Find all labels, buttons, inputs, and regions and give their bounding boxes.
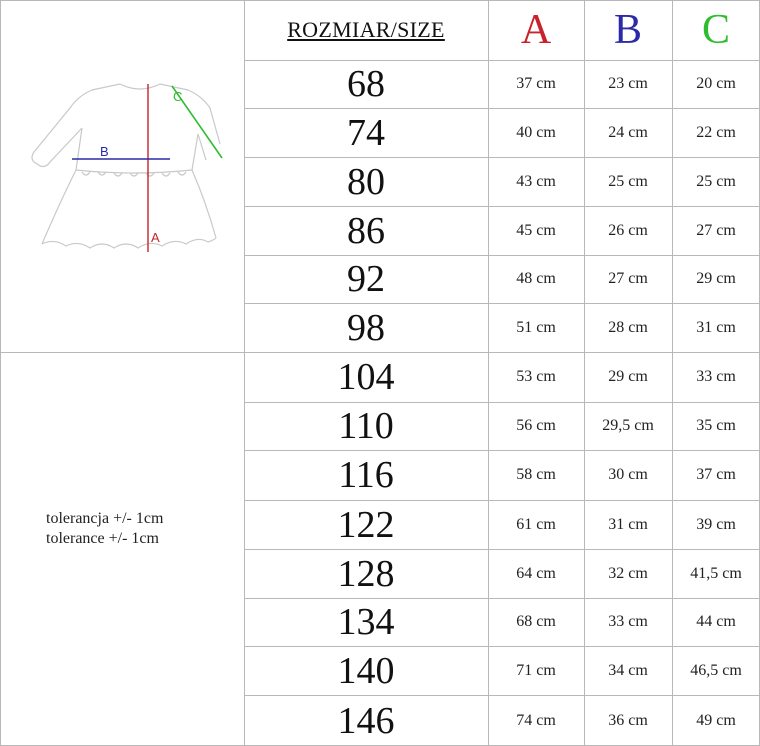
measure-c-value: 41,5 cm (690, 564, 742, 582)
measure-a-value: 61 cm (516, 515, 556, 533)
column-c-header: C (701, 7, 730, 53)
grid-row-line (244, 646, 760, 647)
measure-b-value: 32 cm (608, 564, 648, 582)
measure-a-value: 37 cm (516, 75, 556, 92)
size-value: 74 (347, 111, 385, 154)
grid-row-line (244, 255, 760, 256)
grid-outer-top (0, 0, 760, 1)
grid-row-line (244, 303, 760, 304)
measure-b-value: 26 cm (608, 221, 648, 239)
grid-row-line (244, 549, 760, 550)
tolerance-line-pl: tolerancja +/- 1cm (46, 510, 164, 527)
size-value: 98 (347, 306, 385, 349)
grid-row-line (244, 206, 760, 207)
measure-c-value: 29 cm (696, 270, 736, 287)
grid-col-size (244, 0, 245, 746)
size-value: 122 (337, 503, 395, 546)
size-value: 86 (347, 209, 385, 252)
measure-c-value: 35 cm (696, 417, 736, 434)
measure-a-value: 56 cm (516, 417, 556, 434)
measure-a-value: 74 cm (516, 711, 556, 729)
size-column-header: ROZMIAR/SIZE (287, 17, 445, 42)
measure-b-value: 28 cm (608, 318, 648, 336)
measure-a-value: 48 cm (516, 270, 556, 287)
column-b-header: B (613, 7, 642, 53)
measure-c-value: 49 cm (696, 711, 736, 729)
measure-a-value: 53 cm (516, 368, 556, 385)
size-value: 110 (338, 405, 394, 447)
size-value: 134 (337, 601, 395, 643)
size-value: 140 (337, 649, 395, 692)
grid-outer-left (0, 0, 1, 746)
measure-a-value: 45 cm (516, 221, 556, 239)
measure-b-value: 30 cm (608, 466, 648, 483)
dress-outline-icon (32, 84, 220, 248)
size-value: 128 (337, 552, 395, 595)
measure-a-value: 64 cm (516, 564, 556, 582)
size-value: 92 (347, 258, 385, 300)
grid-row-line (244, 695, 760, 696)
measure-b-value: 31 cm (608, 515, 648, 533)
grid-row-line (244, 402, 760, 403)
tolerance-note (46, 509, 163, 549)
diagram-label-b: B (100, 144, 109, 159)
measure-b-value: 29 cm (608, 368, 648, 385)
measure-c-value: 37 cm (696, 466, 736, 483)
grid-row-line (244, 108, 760, 109)
measure-b-value: 34 cm (608, 661, 648, 679)
measure-c-value: 27 cm (696, 221, 736, 239)
grid-col-c (672, 0, 673, 746)
grid-row-line (244, 157, 760, 158)
diagram-label-c: C (173, 89, 183, 104)
measure-a-value: 71 cm (516, 661, 556, 679)
grid-row-line (244, 450, 760, 451)
size-value: 104 (337, 356, 395, 398)
grid-row-line (244, 60, 760, 61)
grid-row-line (244, 352, 760, 353)
measure-b-value: 36 cm (608, 711, 648, 729)
measure-c-value: 20 cm (696, 75, 736, 92)
grid-row-line (244, 598, 760, 599)
measure-c-value: 25 cm (696, 172, 736, 190)
measure-b-value: 25 cm (608, 172, 648, 190)
size-value: 80 (347, 160, 385, 203)
measure-c-value: 33 cm (696, 368, 736, 385)
measure-c-value: 44 cm (696, 613, 736, 630)
measure-b-value: 23 cm (608, 75, 648, 92)
grid-col-a (488, 0, 489, 746)
measure-b-value: 33 cm (608, 613, 648, 630)
measure-a-value: 43 cm (516, 172, 556, 190)
measure-a-value: 58 cm (516, 466, 556, 483)
measure-b-value: 24 cm (608, 123, 648, 141)
column-a-header: A (520, 7, 552, 53)
size-value: 146 (337, 699, 395, 742)
measure-a-value: 68 cm (516, 613, 556, 630)
dress-measurement-diagram (20, 72, 240, 262)
measure-a-value: 40 cm (516, 123, 556, 141)
size-value: 68 (347, 63, 385, 105)
size-value: 116 (338, 454, 394, 496)
measure-b-value: 27 cm (608, 270, 648, 287)
measure-c-value: 39 cm (696, 515, 736, 533)
tolerance-line-en: tolerance +/- 1cm (46, 530, 159, 547)
measure-c-value: 22 cm (696, 123, 736, 141)
measure-a-value: 51 cm (516, 318, 556, 336)
grid-left-divider (0, 352, 244, 353)
grid-row-line (244, 500, 760, 501)
measure-c-value: 31 cm (696, 318, 736, 336)
diagram-label-a: A (151, 230, 160, 245)
measure-c-value: 46,5 cm (690, 661, 742, 679)
grid-col-b (584, 0, 585, 746)
measure-b-value: 29,5 cm (602, 417, 654, 434)
